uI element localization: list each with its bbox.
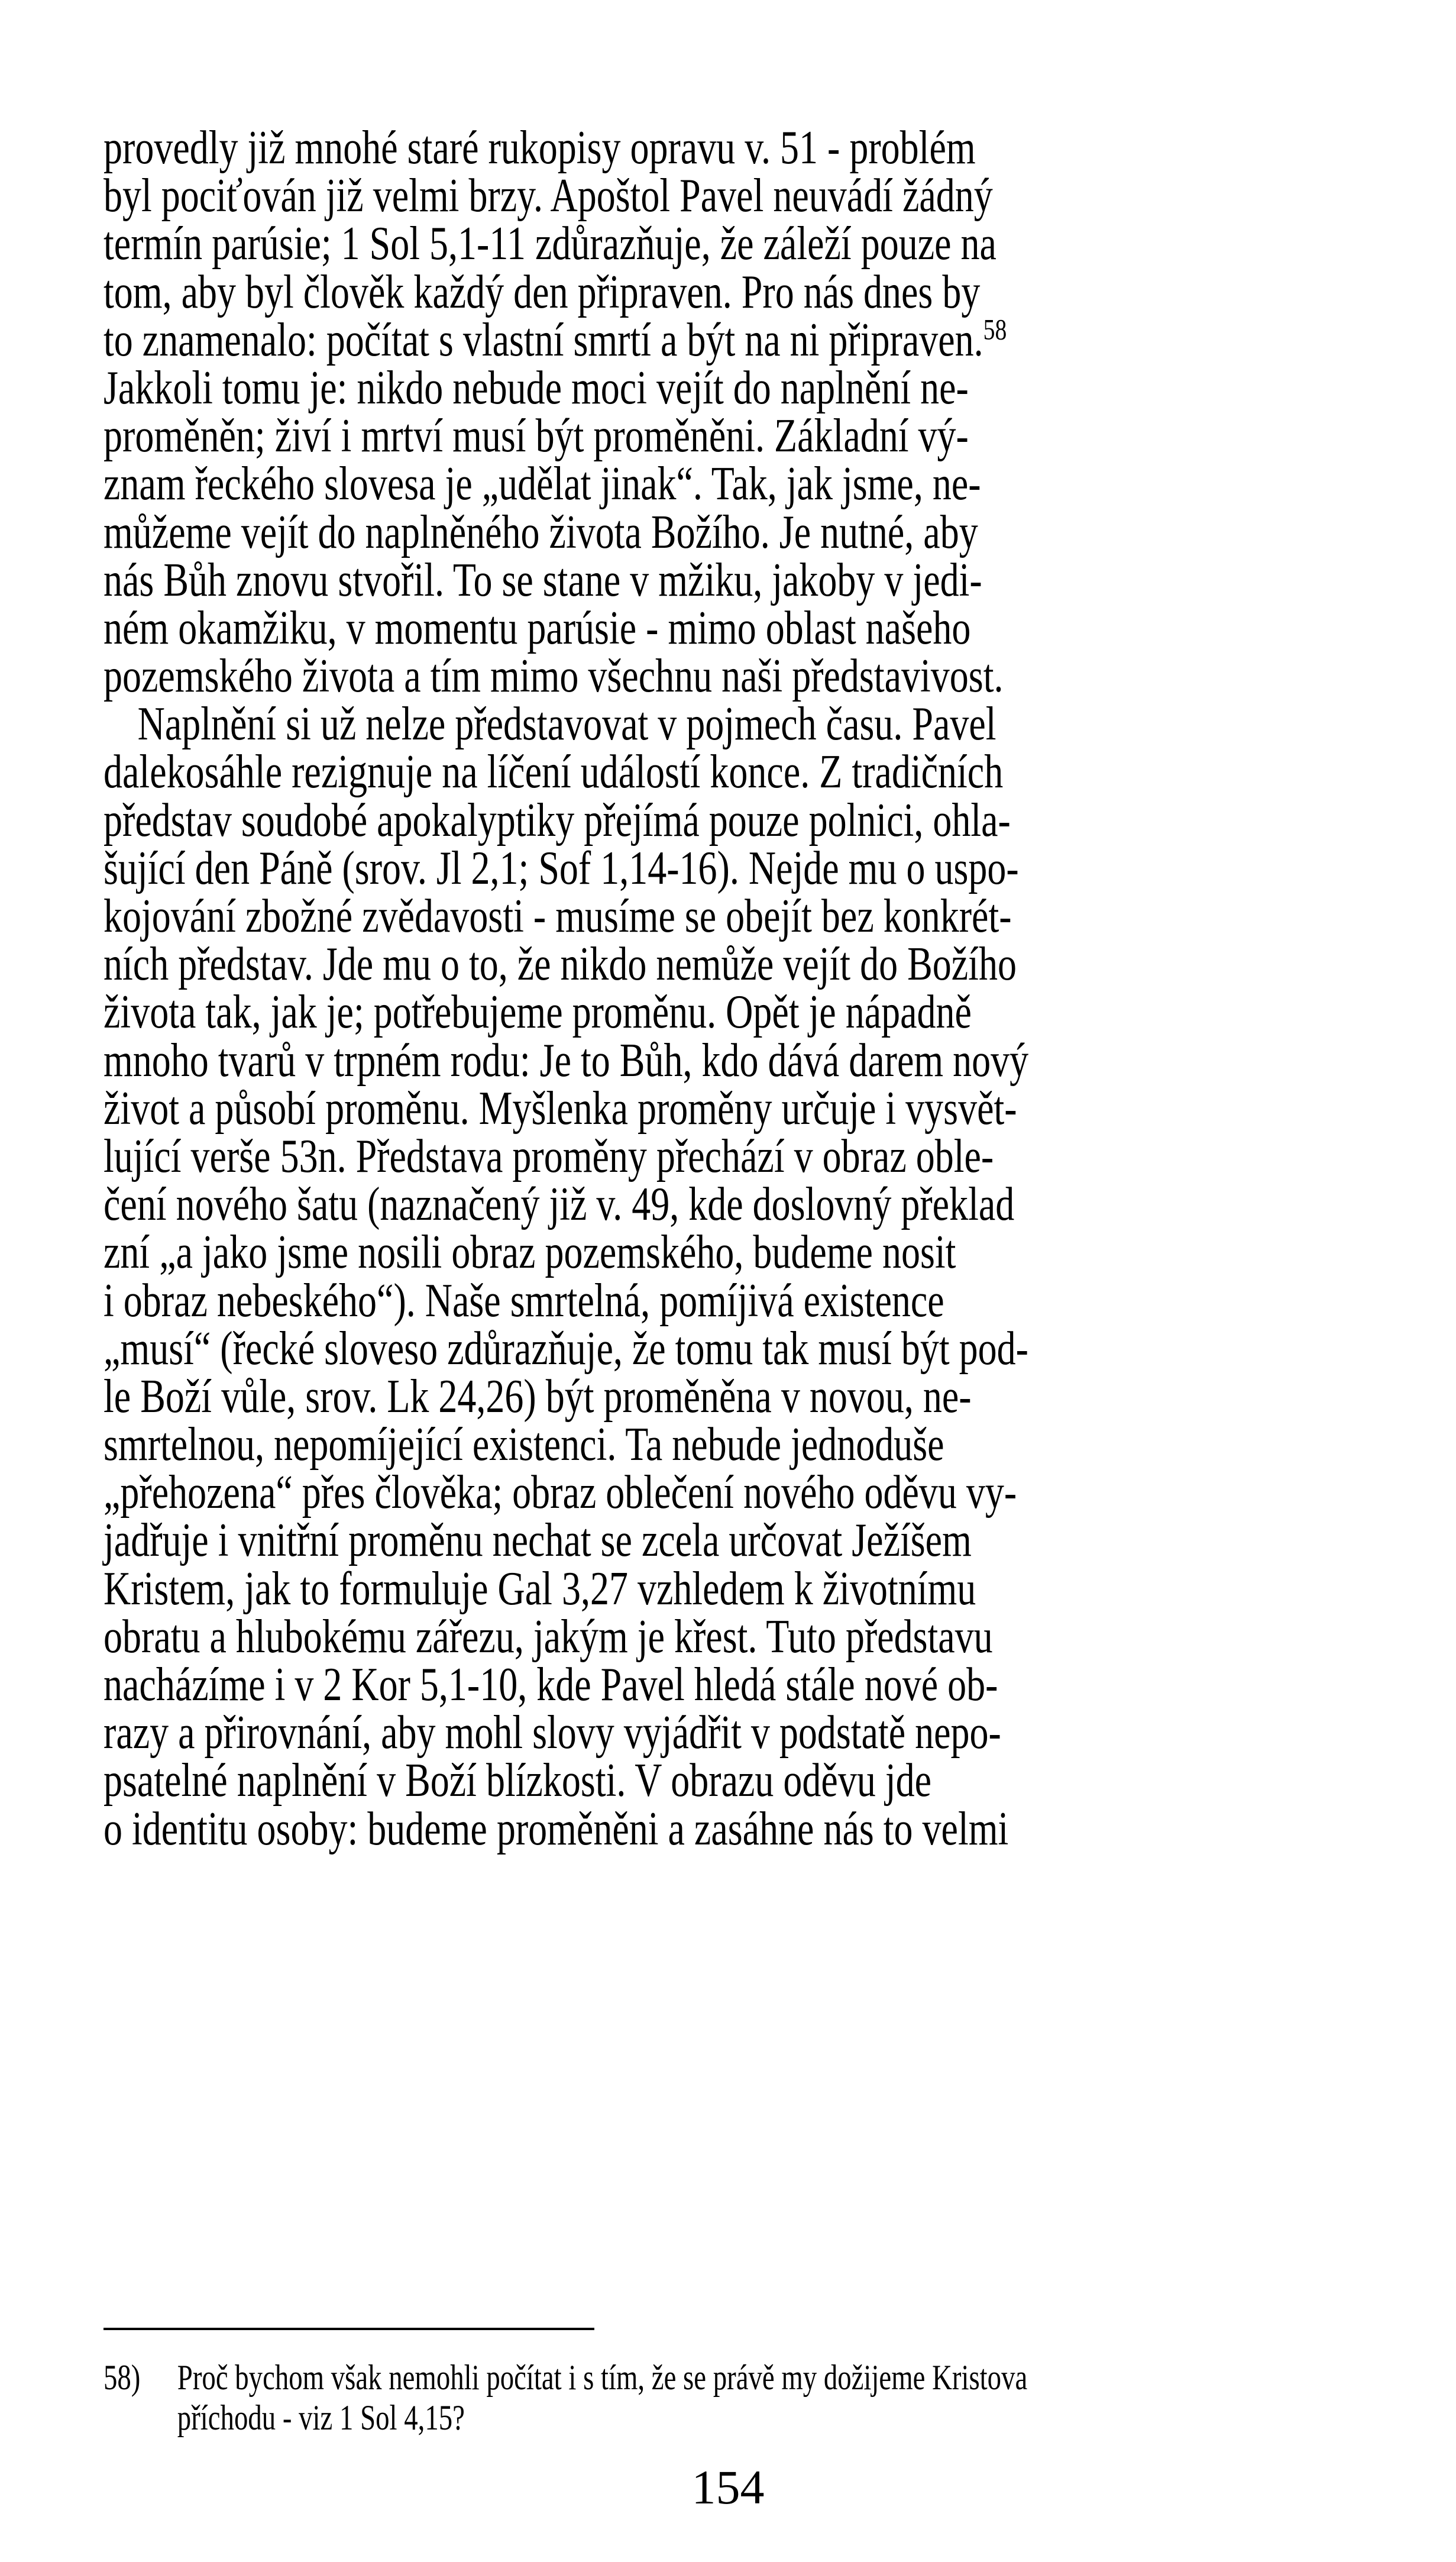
text-line: život a působí proměnu. Myšlenka proměny určuje i vysvět- [103, 1082, 1017, 1135]
text-line: i obraz nebeského“). Naše smrtelná, pomíjivá existence [103, 1274, 944, 1327]
text-line: psatelné naplnění v Boží blízkosti. V obrazu oděvu jde [103, 1755, 931, 1807]
footnote-text: příchodu - viz 1 Sol 4,15? [177, 2398, 465, 2437]
footnote-reference[interactable]: 58 [983, 313, 1007, 346]
text-line: zní „a jako jsme nosili obraz pozemského, budeme nosit [103, 1226, 956, 1279]
body-text [103, 124, 1363, 1853]
text-line: dalekosáhle rezignuje na líčení událostí konce. Z tradičních [103, 746, 1004, 799]
footnote-text: Proč bychom však nemohli počítat i s tím, že se právě my dožijeme Kristova [177, 2358, 1028, 2397]
text-line: Jakkoli tomu je: nikdo nebude moci vejít do naplnění ne- [103, 361, 969, 414]
text-line: termín parúsie; 1 Sol 5,1-11 zdůrazňuje, že záleží pouze na [103, 218, 996, 270]
text-line: Kristem, jak to formuluje Gal 3,27 vzhledem k životnímu [103, 1562, 976, 1615]
footnote-line [103, 2357, 1086, 2398]
text-line: znam řeckého slovesa je „udělat jinak“. Tak, jak jsme, ne- [103, 458, 981, 511]
text-line: provedly již mnohé staré rukopisy opravu v. 51 - problém [103, 122, 976, 174]
text-line: smrtelnou, nepomíjející existenci. Ta nebude jednoduše [103, 1419, 944, 1471]
text-line: obratu a hlubokému zářezu, jakým je křest. Tuto představu [103, 1610, 993, 1663]
text-line: „musí“ (řecké sloveso zdůrazňuje, že tomu tak musí být pod- [103, 1322, 1028, 1375]
text-line: ních představ. Jde mu o to, že nikdo nemůže vejít do Božího [103, 938, 1017, 991]
page-number: 154 [691, 2460, 765, 2514]
text-line: nás Bůh znovu stvořil. To se stane v mžiku, jakoby v jedi- [103, 554, 982, 606]
text-line: razy a přirovnání, aby mohl slovy vyjádřit v podstatě nepo- [103, 1707, 1001, 1759]
text-line: tom, aby byl člověk každý den připraven. Pro nás dnes by [103, 266, 981, 318]
text-line: mnoho tvarů v trpném rodu: Je to Bůh, kdo dává darem nový [103, 1034, 1029, 1087]
footnote [103, 2357, 1363, 2438]
text-line: můžeme vejít do naplněného života Božího. Je nutné, aby [103, 506, 978, 558]
footnote-line [103, 2398, 1086, 2438]
text-line: lující verše 53n. Představa proměny přechází v obraz oble- [103, 1130, 994, 1183]
text-line: šující den Páně (srov. Jl 2,1; Sof 1,14-16). Nejde mu o uspo- [103, 842, 1019, 894]
text-line: představ soudobé apokalyptiky přejímá pouze polnici, ohla- [103, 794, 1011, 847]
text-line: života tak, jak je; potřebujeme proměnu. Opět je nápadně [103, 986, 972, 1039]
text-line: o identitu osoby: budeme proměněni a zasáhne nás to velmi [103, 1802, 1009, 1855]
text-line: kojování zbožné zvědavosti - musíme se obejít bez konkrét- [103, 890, 1012, 942]
footnote-number: 58) [103, 2358, 141, 2397]
text-line: čení nového šatu (naznačený již v. 49, kde doslovný překlad [103, 1178, 1015, 1231]
text-line: byl pociťován již velmi brzy. Apoštol Pavel neuvádí žádný [103, 170, 993, 222]
paragraph-first-line [103, 698, 1111, 751]
text-line-content: to znamenalo: počítat s vlastní smrtí a být na ni připraven. [103, 314, 983, 366]
text-line: jadřuje i vnitřní proměnu nechat se zcela určovat Ježíšem [103, 1514, 972, 1567]
text-line-with-footnote-ref [103, 313, 1111, 366]
text-line: pozemského života a tím mimo všechnu naši představivost. [103, 650, 1004, 703]
footnote-divider [103, 2328, 594, 2330]
text-line: ném okamžiku, v momentu parúsie - mimo oblast našeho [103, 602, 971, 654]
text-line: le Boží vůle, srov. Lk 24,26) být proměněna v novou, ne- [103, 1370, 972, 1423]
text-line: proměněn; živí i mrtví musí být proměněni. Základní vý- [103, 410, 969, 463]
text-line-content: Naplnění si už nelze představovat v pojmech času. Pavel [137, 698, 996, 751]
text-line: „přehozena“ přes člověka; obraz oblečení nového oděvu vy- [103, 1466, 1017, 1519]
text-line: nacházíme i v 2 Kor 5,1-10, kde Pavel hledá stále nové ob- [103, 1659, 998, 1711]
